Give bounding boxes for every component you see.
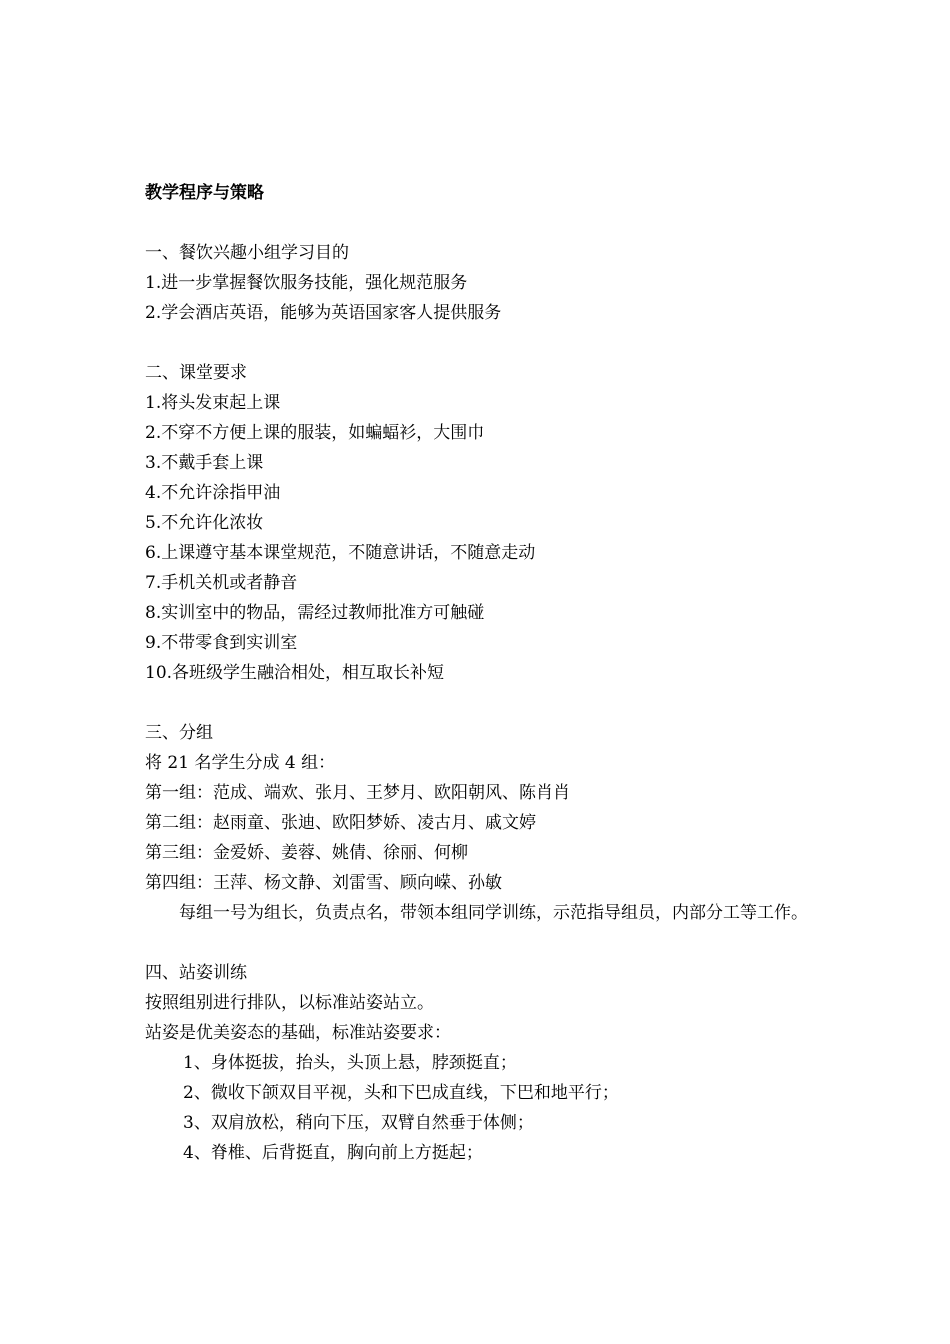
grouping-intro: 将 21 名学生分成 4 组：: [145, 753, 336, 773]
group-roster: 第三组：金爱娇、姜蓉、姚倩、徐丽、何柳: [145, 843, 468, 863]
goal-item: 1.进一步掌握餐饮服务技能，强化规范服务: [145, 273, 468, 293]
requirement-item: 6.上课遵守基本课堂规范，不随意讲话，不随意走动: [145, 543, 536, 563]
requirement-item: 8.实训室中的物品，需经过教师批准方可触碰: [145, 603, 485, 623]
standing-requirement-item: 2、微收下颌双目平视，头和下巴成直线，下巴和地平行；: [183, 1083, 619, 1103]
spacer: [145, 328, 815, 358]
section-heading-grouping: 三、分组: [145, 723, 213, 743]
standing-requirement-item: 4、脊椎、后背挺直，胸向前上方挺起；: [183, 1143, 483, 1163]
document-body: [145, 178, 815, 1168]
requirement-item: 7.手机关机或者静音: [145, 573, 298, 593]
group-roster: 第四组：王萍、杨文静、刘雷雪、顾向嵘、孙敏: [145, 873, 502, 893]
section-heading-requirements: 二、课堂要求: [145, 363, 247, 383]
requirement-item: 9.不带零食到实训室: [145, 633, 298, 653]
group-roster: 第一组：范成、端欢、张月、王梦月、欧阳朝风、陈肖肖: [145, 783, 570, 803]
requirement-item: 5.不允许化浓妆: [145, 513, 264, 533]
spacer: [145, 928, 815, 958]
spacer: [145, 208, 815, 238]
goal-item: 2.学会酒店英语，能够为英语国家客人提供服务: [145, 303, 502, 323]
requirement-item: 10.各班级学生融洽相处，相互取长补短: [145, 663, 445, 683]
requirement-item: 3.不戴手套上课: [145, 453, 264, 473]
group-leader-paragraph: 每组一号为组长，负责点名，带领本组同学训练，示范指导组员，内部分工等工作。: [179, 903, 808, 923]
group-roster: 第二组：赵雨童、张迪、欧阳梦娇、凌古月、戚文婷: [145, 813, 536, 833]
section-heading-goals: 一、餐饮兴趣小组学习目的: [145, 243, 349, 263]
document-title: 教学程序与策略: [145, 183, 264, 203]
requirement-item: 4.不允许涂指甲油: [145, 483, 281, 503]
standing-requirement-item: 3、双肩放松，稍向下压，双臂自然垂于体侧；: [183, 1113, 534, 1133]
standing-intro: 站姿是优美姿态的基础，标准站姿要求：: [145, 1023, 451, 1043]
standing-intro: 按照组别进行排队，以标准站姿站立。: [145, 993, 434, 1013]
standing-requirement-item: 1、身体挺拔，抬头，头顶上悬，脖颈挺直；: [183, 1053, 517, 1073]
spacer: [145, 688, 815, 718]
requirement-item: 2.不穿不方便上课的服装，如蝙蝠衫，大围巾: [145, 423, 485, 443]
section-heading-standing: 四、站姿训练: [145, 963, 247, 983]
requirement-item: 1.将头发束起上课: [145, 393, 281, 413]
